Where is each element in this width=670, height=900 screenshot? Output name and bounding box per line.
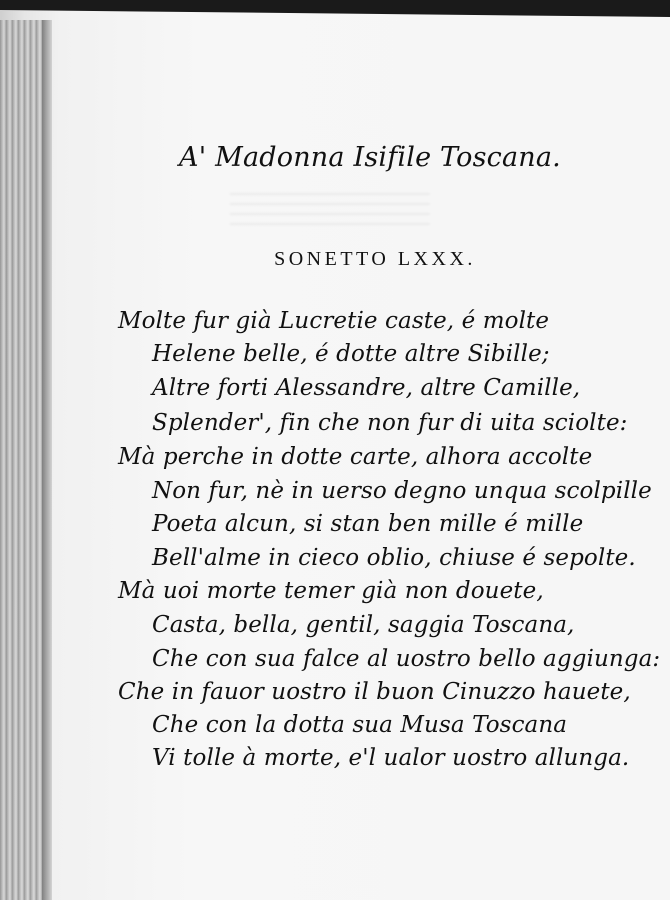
verse-line-4: Splender', fin che non fur di uita sciolte: — [152, 410, 628, 436]
verse-line-14: Vi tolle à morte, e'l ualor uostro allunga. — [152, 745, 630, 771]
verse-line-3: Altre forti Alessandre, altre Camille, — [152, 375, 581, 401]
verse-line-10: Casta, bella, gentil, saggia Toscana, — [152, 612, 575, 638]
verse-line-13: Che con la dotta sua Musa Toscana — [152, 712, 568, 738]
verse-line-1: Molte fur già Lucretie caste, é molte — [118, 308, 550, 334]
verse-line-11: Che con sua falce al uostro bello aggiunga: — [152, 646, 661, 672]
sonnet-title: SONETTO LXXX. — [274, 248, 476, 270]
verse-line-2: Helene belle, é dotte altre Sibille; — [152, 341, 550, 367]
dedication-heading: A' Madonna Isifile Toscana. — [179, 142, 561, 173]
verse-line-5: Mà perche in dotte carte, alhora accolte — [118, 444, 593, 470]
verse-line-8: Bell'alme in cieco oblio, chiuse é sepolte. — [152, 545, 636, 571]
verse-line-7: Poeta alcun, si stan ben mille é mille — [152, 511, 584, 537]
verse-line-6: Non fur, nè in uerso degno unqua scolpille — [152, 478, 652, 504]
verse-line-9: Mà uoi morte temer già non douete, — [118, 578, 544, 604]
verse-line-12: Che in fauor uostro il buon Cinuzzo hauete, — [118, 679, 631, 705]
